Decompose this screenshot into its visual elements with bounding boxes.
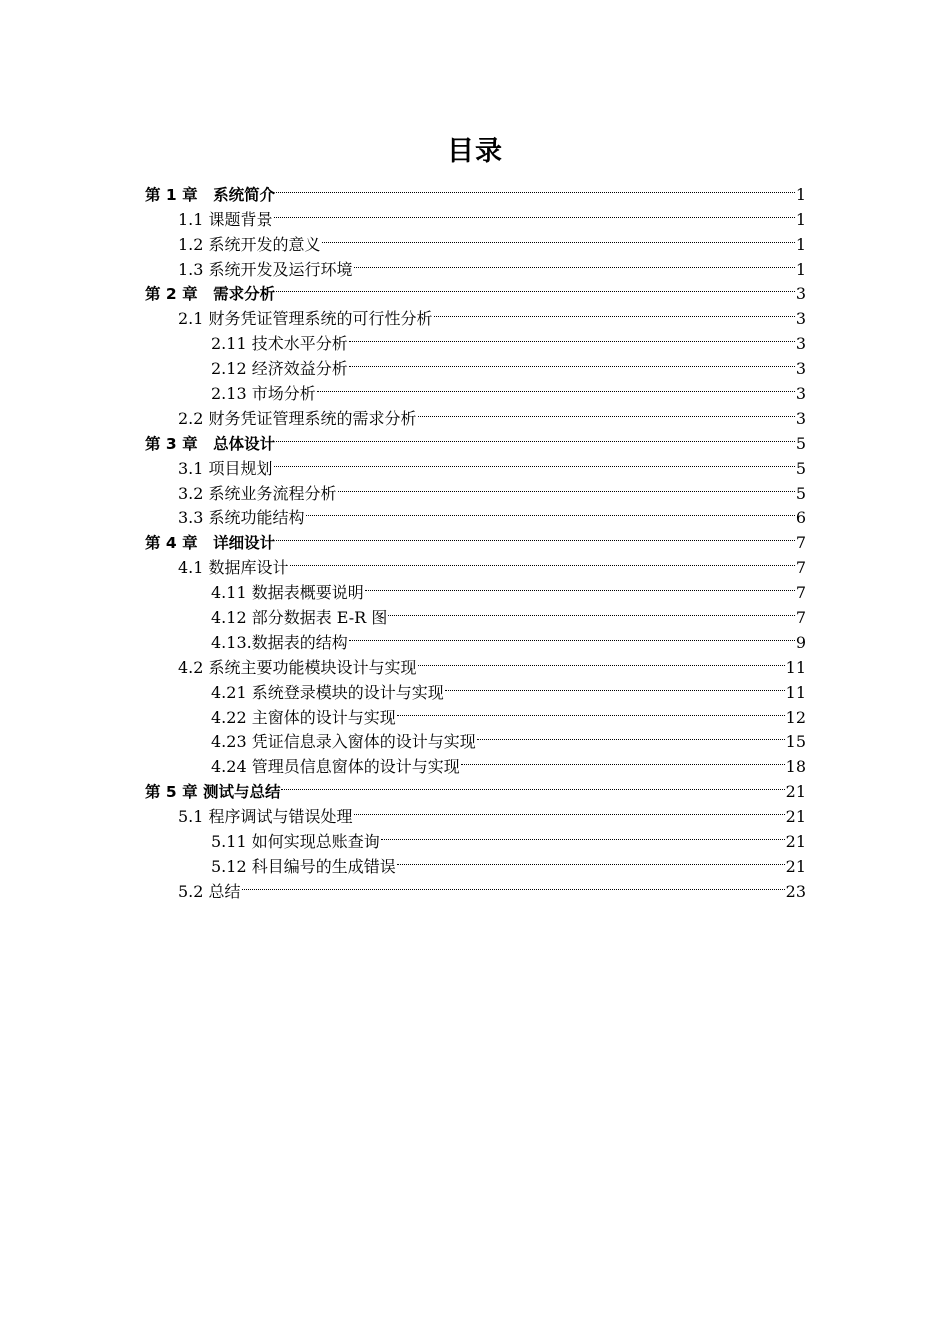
toc-entry-label: 2.1 财务凭证管理系统的可行性分析	[178, 309, 433, 329]
toc-entry-page-number: 5	[795, 458, 806, 478]
toc-entry-page-number: 21	[785, 782, 806, 802]
toc-entry-label: 2.11 技术水平分析	[211, 334, 348, 354]
toc-entry-label: 4.1 数据库设计	[178, 558, 289, 578]
toc-entry-page-number: 21	[785, 856, 806, 876]
toc-entry-label: 1.2 系统开发的意义	[178, 234, 321, 254]
toc-leader-dots	[388, 598, 794, 623]
toc-leader-dots	[349, 623, 795, 648]
toc-entry-page-number: 11	[785, 682, 806, 702]
toc-leader-dots	[290, 548, 795, 573]
toc-leader-dots	[338, 474, 795, 499]
toc-entry-page-number: 1	[795, 209, 806, 229]
toc-leader-dots	[381, 822, 785, 847]
toc-entry-label: 4.22 主窗体的设计与实现	[211, 707, 396, 727]
toc-entry-label: 3.2 系统业务流程分析	[178, 483, 337, 503]
toc-entry-page-number: 5	[795, 433, 806, 453]
toc-leader-dots	[354, 250, 795, 275]
toc-entry-label: 2.12 经济效益分析	[211, 359, 348, 379]
toc-entry-page-number: 3	[795, 384, 806, 404]
toc-entry-label: 4.2 系统主要功能模块设计与实现	[178, 657, 417, 677]
toc-entry-page-number: 11	[785, 657, 806, 677]
toc-leader-dots	[274, 200, 795, 225]
toc-leader-dots	[274, 449, 795, 474]
toc-entry-page-number: 9	[795, 632, 806, 652]
toc-leader-dots	[365, 573, 795, 598]
toc-leader-dots	[434, 299, 795, 324]
toc-entry-page-number: 7	[795, 583, 806, 603]
toc-entry-label: 第 3 章 总体设计	[145, 434, 276, 453]
toc-entry[interactable]	[145, 175, 806, 204]
toc-leader-dots	[276, 175, 795, 200]
toc-leader-dots	[242, 872, 785, 897]
toc-leader-dots	[322, 225, 795, 250]
toc-entry-label: 第 4 章 详细设计	[145, 534, 276, 553]
toc-entry-page-number: 7	[795, 608, 806, 628]
toc-entry-page-number: 18	[785, 757, 806, 777]
toc-leader-dots	[281, 772, 784, 797]
toc-entry-label: 1.1 课题背景	[178, 209, 273, 229]
toc-leader-dots	[445, 673, 785, 698]
toc-entry-page-number: 1	[795, 234, 806, 254]
toc-entry[interactable]	[145, 872, 806, 901]
toc-entry-page-number: 3	[795, 284, 806, 304]
toc-leader-dots	[461, 747, 785, 772]
toc-entry-label: 2.13 市场分析	[211, 384, 316, 404]
toc-leader-dots	[317, 374, 795, 399]
toc-entry-label: 4.12 部分数据表 E-R 图	[211, 608, 388, 628]
toc-leader-dots	[349, 324, 795, 349]
toc-entry-page-number: 21	[785, 832, 806, 852]
toc-leader-dots	[276, 523, 795, 548]
toc-leader-dots	[418, 399, 795, 424]
toc-leader-dots	[349, 349, 795, 374]
toc-entry-label: 5.2 总结	[178, 881, 241, 901]
toc-entry-page-number: 3	[795, 334, 806, 354]
toc-entry-page-number: 15	[785, 732, 806, 752]
toc-entry-label: 4.11 数据表概要说明	[211, 583, 364, 603]
toc-entry-page-number: 5	[795, 483, 806, 503]
toc-entry-label: 5.11 如何实现总账查询	[211, 832, 380, 852]
toc-entry-label: 5.1 程序调试与错误处理	[178, 807, 353, 827]
toc-entry-page-number: 3	[795, 309, 806, 329]
toc-leader-dots	[418, 648, 785, 673]
toc-entry-page-number: 12	[785, 707, 806, 727]
toc-entry-label: 第 2 章 需求分析	[145, 285, 276, 304]
toc-entry-page-number: 7	[795, 533, 806, 553]
toc-entry-page-number: 7	[795, 558, 806, 578]
toc-leader-dots	[276, 275, 795, 300]
toc-leader-dots	[477, 723, 785, 748]
toc-leader-dots	[397, 847, 785, 872]
toc-entry-label: 3.3 系统功能结构	[178, 508, 305, 528]
toc-entry-label: 4.13.数据表的结构	[211, 632, 348, 652]
toc-leader-dots	[354, 797, 785, 822]
toc-entry-page-number: 3	[795, 359, 806, 379]
toc-entry-page-number: 3	[795, 408, 806, 428]
toc-entry-label: 5.12 科目编号的生成错误	[211, 856, 396, 876]
toc-title: 目录	[447, 136, 503, 167]
toc-entry-page-number: 1	[795, 259, 806, 279]
toc-entry-label: 4.23 凭证信息录入窗体的设计与实现	[211, 732, 476, 752]
toc-leader-dots	[306, 499, 795, 524]
toc-entry-label: 第 5 章 测试与总结	[145, 783, 281, 802]
toc-entry-page-number: 23	[785, 881, 806, 901]
toc-entry-label: 3.1 项目规划	[178, 458, 273, 478]
toc-entry-label: 第 1 章 系统简介	[145, 185, 276, 204]
toc-entry-label: 2.2 财务凭证管理系统的需求分析	[178, 408, 417, 428]
toc-list	[145, 175, 806, 901]
toc-entry-page-number: 21	[785, 807, 806, 827]
toc-entry-page-number: 6	[795, 508, 806, 528]
toc-entry-label: 4.21 系统登录模块的设计与实现	[211, 682, 444, 702]
toc-leader-dots	[397, 698, 785, 723]
toc-leader-dots	[276, 424, 795, 449]
toc-entry-label: 1.3 系统开发及运行环境	[178, 259, 353, 279]
toc-entry-page-number: 1	[795, 184, 806, 204]
toc-entry-label: 4.24 管理员信息窗体的设计与实现	[211, 757, 460, 777]
